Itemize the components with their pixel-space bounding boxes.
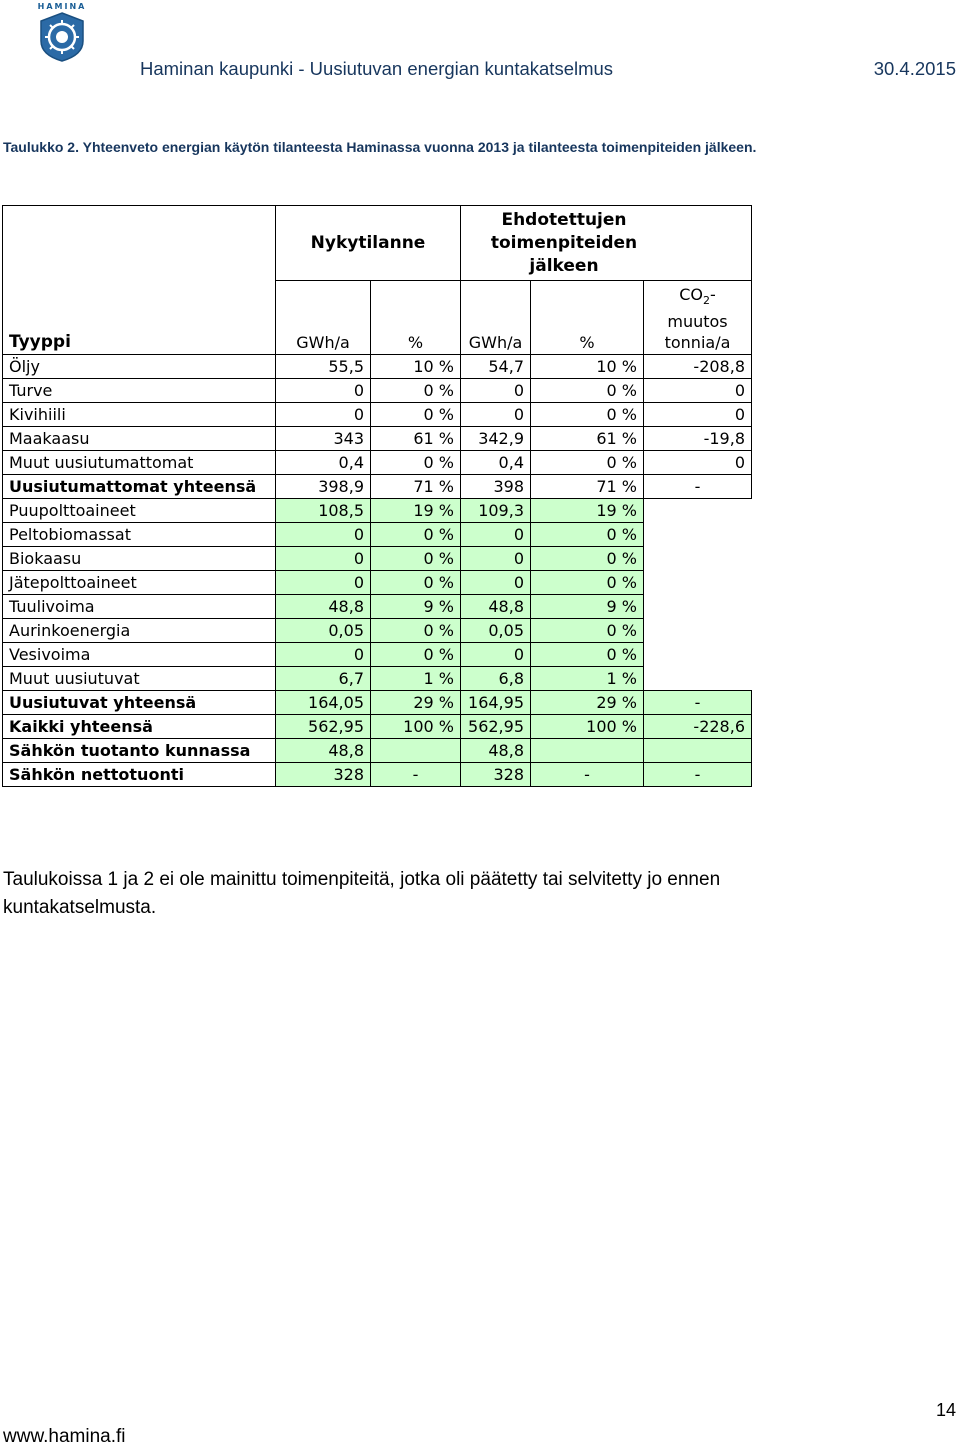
cell-gwh-after: 328 [461,763,531,787]
table-row [3,355,752,379]
cell-gwh-current: 6,7 [276,667,371,691]
cell-pct-current: 0 % [371,571,461,595]
cell-gwh-current: 0,05 [276,619,371,643]
cell-co2: 0 [644,379,752,403]
cell-co2: - [644,691,752,715]
cell-gwh-current: 343 [276,427,371,451]
cell-pct-after: 9 % [531,595,644,619]
hamina-logo [34,2,90,66]
cell-gwh-after: 0 [461,403,531,427]
logo-wordmark: HAMINA [37,2,87,11]
cell-gwh-current: 0 [276,643,371,667]
cell-co2 [644,547,752,571]
row-type-label: Öljy [3,355,276,379]
row-type-label: Muut uusiutuvat [3,667,276,691]
row-type-label: Sähkön tuotanto kunnassa [3,739,276,763]
table-row [3,427,752,451]
cell-gwh-current: 0 [276,547,371,571]
co2-subscript: 2 [702,294,710,307]
cell-co2 [644,499,752,523]
document-date: 30.4.2015 [873,58,956,79]
table-row [3,715,752,739]
cell-pct-current: 0 % [371,619,461,643]
row-type-label: Turve [3,379,276,403]
co2-header-line3: tonnia/a [664,333,731,352]
table-row [3,451,752,475]
cell-pct-after: - [531,763,644,787]
cell-gwh-after: 342,9 [461,427,531,451]
table-row [3,619,752,643]
cell-gwh-current: 0 [276,571,371,595]
cell-gwh-current: 55,5 [276,355,371,379]
row-type-label: Kivihiili [3,403,276,427]
cell-gwh-after: 0 [461,571,531,595]
cell-pct-current: 9 % [371,595,461,619]
cell-pct-after: 0 % [531,451,644,475]
cell-co2: -208,8 [644,355,752,379]
cell-gwh-current: 108,5 [276,499,371,523]
row-type-label: Muut uusiutumattomat [3,451,276,475]
cell-pct-after: 0 % [531,403,644,427]
cell-gwh-after: 562,95 [461,715,531,739]
coat-of-arms-icon [37,11,87,63]
gwh-current-column-header: GWh/a [276,281,371,355]
table-row [3,547,752,571]
row-type-label: Kaikki yhteensä [3,715,276,739]
cell-pct-current: 61 % [371,427,461,451]
cell-gwh-after: 48,8 [461,595,531,619]
cell-gwh-current: 164,05 [276,691,371,715]
cell-pct-current: 10 % [371,355,461,379]
cell-gwh-after: 48,8 [461,739,531,763]
pct-current-column-header: % [371,281,461,355]
cell-pct-after: 10 % [531,355,644,379]
cell-co2 [644,619,752,643]
cell-gwh-current: 48,8 [276,739,371,763]
table-row [3,643,752,667]
cell-co2 [644,523,752,547]
cell-pct-current: 0 % [371,379,461,403]
empty-header-cell [3,206,276,281]
column-header-row [3,281,752,355]
table-row [3,595,752,619]
row-type-label: Biokaasu [3,547,276,571]
row-type-label: Maakaasu [3,427,276,451]
pct-after-column-header: % [531,281,644,355]
cell-pct-after: 0 % [531,523,644,547]
cell-co2: 0 [644,403,752,427]
after-measures-label: Ehdotettujen toimenpiteiden jälkeen [490,209,638,276]
cell-pct-after: 0 % [531,643,644,667]
co2-label: CO [679,284,703,304]
cell-pct-after: 1 % [531,667,644,691]
cell-gwh-current: 398,9 [276,475,371,499]
table-row [3,475,752,499]
table-row [3,763,752,787]
cell-pct-after: 61 % [531,427,644,451]
cell-pct-current: 1 % [371,667,461,691]
cell-co2: - [644,763,752,787]
table-row [3,739,752,763]
cell-gwh-after: 0,4 [461,451,531,475]
cell-co2 [644,739,752,763]
row-type-label: Tuulivoima [3,595,276,619]
table-caption: Taulukko 2. Yhteenveto energian käytön tilanteesta Haminassa vuonna 2013 ja tilanteesta toimenpiteiden jälkeen. [3,139,757,155]
gwh-after-column-header: GWh/a [461,281,531,355]
cell-pct-after [531,739,644,763]
cell-pct-current: 0 % [371,403,461,427]
cell-pct-current: 0 % [371,547,461,571]
table-row [3,667,752,691]
table-row [3,691,752,715]
cell-gwh-after: 0 [461,523,531,547]
cell-gwh-current: 0 [276,523,371,547]
cell-pct-current: 71 % [371,475,461,499]
cell-co2: -19,8 [644,427,752,451]
cell-pct-current: 0 % [371,451,461,475]
row-type-label: Vesivoima [3,643,276,667]
row-type-label: Peltobiomassat [3,523,276,547]
cell-pct-after: 0 % [531,547,644,571]
cell-gwh-current: 0,4 [276,451,371,475]
cell-co2 [644,667,752,691]
co2-change-column-header [644,281,752,355]
table-row [3,379,752,403]
cell-pct-after: 0 % [531,379,644,403]
cell-co2: 0 [644,451,752,475]
cell-pct-after: 29 % [531,691,644,715]
cell-co2 [644,643,752,667]
row-type-label: Sähkön nettotuonti [3,763,276,787]
cell-gwh-after: 6,8 [461,667,531,691]
cell-pct-after: 100 % [531,715,644,739]
cell-pct-current: 0 % [371,643,461,667]
cell-gwh-after: 0,05 [461,619,531,643]
cell-gwh-current: 562,95 [276,715,371,739]
cell-gwh-after: 0 [461,547,531,571]
note-paragraph: Taulukoissa 1 ja 2 ei ole mainittu toimenpiteitä, jotka oli päätetty tai selvitetty jo ennen kuntakatselmusta. [3,869,721,918]
current-state-header: Nykytilanne [276,206,461,281]
cell-pct-current: 29 % [371,691,461,715]
type-column-header: Tyyppi [3,281,276,355]
table-row [3,403,752,427]
table-row [3,571,752,595]
row-type-label: Aurinkoenergia [3,619,276,643]
cell-gwh-after: 398 [461,475,531,499]
document-title: Haminan kaupunki - Uusiutuvan energian kuntakatselmus [140,58,614,79]
row-type-label: Jätepolttoaineet [3,571,276,595]
cell-pct-current: 0 % [371,523,461,547]
row-type-label: Uusiutuvat yhteensä [3,691,276,715]
footer-url: www.hamina.fi [3,1426,126,1447]
cell-pct-current: 19 % [371,499,461,523]
cell-pct-after: 19 % [531,499,644,523]
co2-header-line2: muutos [667,312,728,331]
cell-co2 [644,571,752,595]
cell-co2 [644,595,752,619]
cell-gwh-current: 328 [276,763,371,787]
row-type-label: Puupolttoaineet [3,499,276,523]
group-header-row [3,206,752,281]
page-number: 14 [935,1400,956,1420]
cell-pct-current: 100 % [371,715,461,739]
table-row [3,499,752,523]
cell-gwh-current: 48,8 [276,595,371,619]
cell-pct-after: 71 % [531,475,644,499]
cell-pct-current: - [371,763,461,787]
cell-gwh-current: 0 [276,379,371,403]
cell-gwh-after: 164,95 [461,691,531,715]
cell-gwh-after: 109,3 [461,499,531,523]
cell-pct-after: 0 % [531,619,644,643]
co2-hyphen: - [709,284,716,304]
co2-header-line1 [650,284,745,311]
cell-co2: - [644,475,752,499]
cell-gwh-after: 54,7 [461,355,531,379]
cell-co2: -228,6 [644,715,752,739]
cell-gwh-after: 0 [461,379,531,403]
energy-summary-table [2,205,752,787]
cell-pct-after: 0 % [531,571,644,595]
cell-gwh-current: 0 [276,403,371,427]
cell-pct-current [371,739,461,763]
after-measures-header [461,206,752,281]
table-row [3,523,752,547]
row-type-label: Uusiutumattomat yhteensä [3,475,276,499]
cell-gwh-after: 0 [461,643,531,667]
